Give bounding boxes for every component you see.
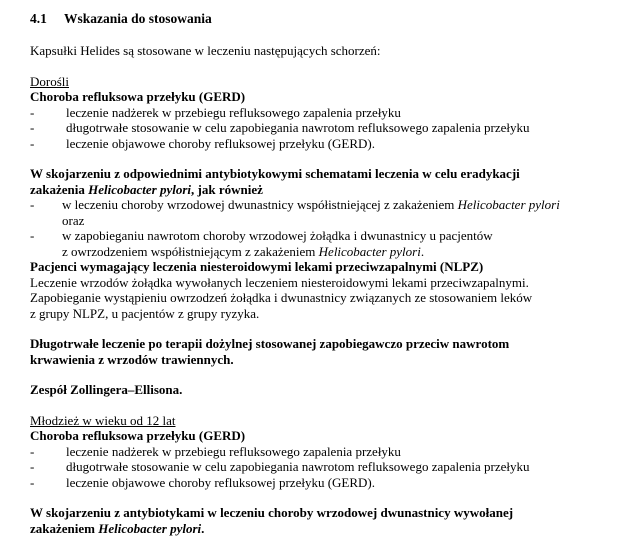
- adults-label: Dorośli: [30, 73, 69, 89]
- section-title: Wskazania do stosowania: [64, 11, 212, 26]
- list-item-continuation: oraz: [62, 212, 85, 228]
- document-page: [30, 11, 630, 536]
- section-heading: [30, 11, 630, 27]
- longterm-line2: krwawienia z wrzodów trawiennych.: [30, 351, 234, 367]
- bullet-dash: -: [30, 135, 35, 151]
- list-item: - długotrwałe stosowanie w celu zapobiegania nawrotom refluksowego zapalenia przełyku: [30, 120, 530, 135]
- nsaid-title: Pacjenci wymagający leczenia niesteroidowymi lekami przeciwzapalnymi (NLPZ): [30, 259, 484, 274]
- bullet-dash: -: [30, 443, 35, 459]
- zollinger-title: Zespół Zollingera–Ellisona.: [30, 382, 183, 397]
- youth-label: Młodzież w wieku od 12 lat: [30, 412, 176, 428]
- longterm-line1: Długotrwałe leczenie po terapii dożylnej stosowanej zapobiegawczo przeciw nawrotom: [30, 336, 510, 351]
- list-item-continuation: z owrzodzeniem współistniejącym z zakażeniem Helicobacter pylori.: [62, 243, 425, 259]
- eradication-title-line2: zakażenia Helicobacter pylori, jak również: [30, 181, 263, 197]
- nsaid-line: z grupy NLPZ, u pacjentów z grupy ryzyka.: [30, 305, 260, 321]
- eradication-title-line1: W skojarzeniu z odpowiednimi antybiotykowymi schematami leczenia w celu eradykacji: [30, 166, 520, 181]
- list-item: - długotrwałe stosowanie w celu zapobiegania nawrotom refluksowego zapalenia przełyku: [30, 459, 530, 474]
- bullet-dash: -: [30, 197, 35, 212]
- bullet-dash: -: [30, 104, 35, 120]
- bullet-dash: -: [30, 459, 35, 474]
- youth-antibiotics-line1: W skojarzeniu z antybiotykami w leczeniu choroby wrzodowej dwunastnicy wywołanej: [30, 505, 514, 520]
- list-item: - leczenie nadżerek w przebiegu refluksowego zapalenia przełyku: [30, 443, 401, 459]
- nsaid-line: Zapobieganie wystąpieniu owrzodzeń żołądka i dwunastnicy związanych ze stosowaniem leków: [30, 290, 533, 305]
- list-item: - leczenie nadżerek w przebiegu refluksowego zapalenia przełyku: [30, 104, 401, 120]
- bullet-dash: -: [30, 120, 35, 135]
- list-item: - w zapobieganiu nawrotom choroby wrzodowej żołądka i dwunastnicy u pacjentów: [30, 228, 493, 243]
- list-item: - w leczeniu choroby wrzodowej dwunastnicy współistniejącej z zakażeniem Helicobacter pylori: [30, 197, 560, 212]
- list-item: - leczenie objawowe choroby refluksowej przełyku (GERD).: [30, 474, 375, 490]
- intro-text: Kapsułki Helides są stosowane w leczeniu następujących schorzeń:: [30, 43, 381, 58]
- bullet-dash: -: [30, 474, 35, 490]
- nsaid-line: Leczenie wrzodów żołądka wywołanych leczeniem niesteroidowymi lekami przeciwzapalnymi.: [30, 274, 529, 290]
- youth-gerd-title: Choroba refluksowa przełyku (GERD): [30, 428, 246, 443]
- adults-gerd-title: Choroba refluksowa przełyku (GERD): [30, 89, 246, 104]
- section-number: 4.1: [30, 11, 47, 26]
- youth-antibiotics-line2: zakażeniem Helicobacter pylori.: [30, 520, 205, 536]
- list-item: - leczenie objawowe choroby refluksowej przełyku (GERD).: [30, 135, 375, 151]
- bullet-dash: -: [30, 228, 35, 243]
